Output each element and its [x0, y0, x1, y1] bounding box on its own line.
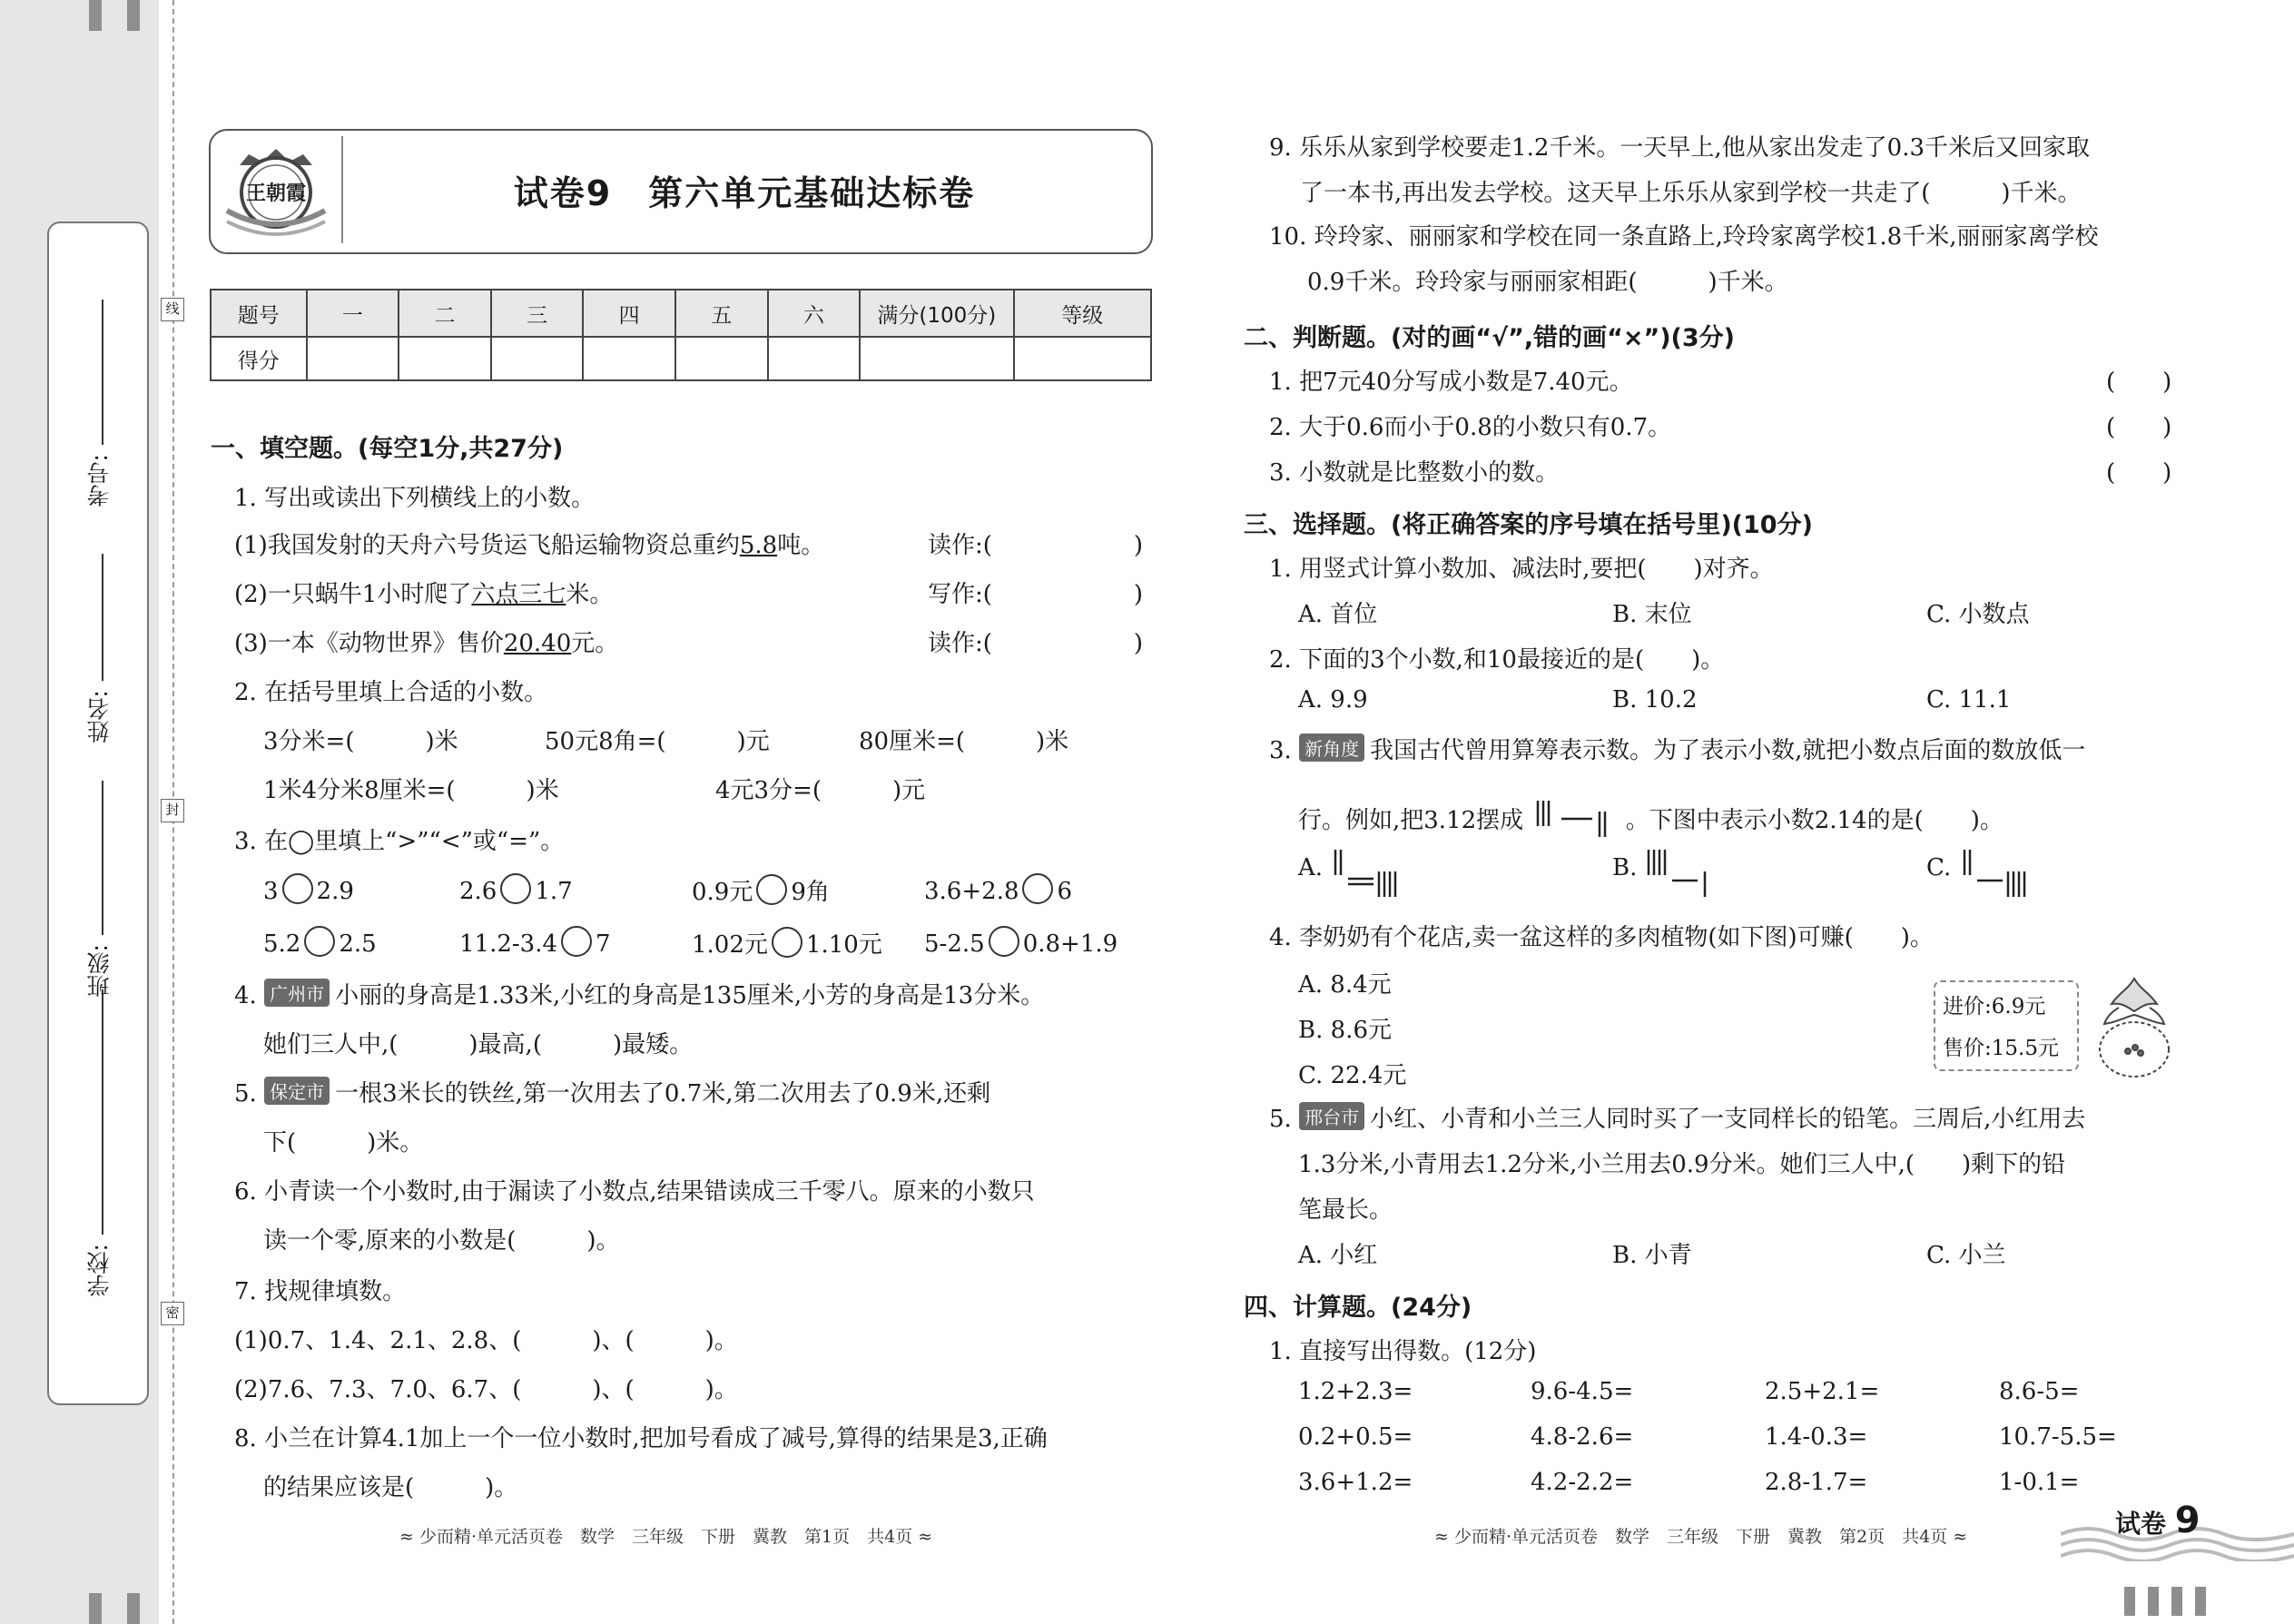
cut-mark-feng: 封	[161, 799, 184, 822]
choice-option[interactable]: C. 小兰	[1926, 1242, 2006, 1269]
judge-2: 2. 大于0.6而小于0.8的小数只有0.7。	[1269, 414, 1672, 441]
question-8-answer[interactable]: 的结果应该是( )。	[263, 1474, 518, 1501]
score-cell[interactable]	[307, 337, 399, 380]
question-9-answer[interactable]: 了一本书,再出发去学校。这天早上乐乐从家到学校一共走了( )千米。	[1300, 180, 2082, 207]
footer-left: ≈ 少而精·单元活页卷 数学 三年级 下册 冀教 第1页 共4页 ≈	[399, 1527, 933, 1547]
calc-item[interactable]: 2.8-1.7=	[1765, 1469, 1868, 1496]
score-col-header: 四	[583, 290, 675, 337]
cut-mark-xian: 线	[161, 298, 184, 321]
compare-circle[interactable]	[989, 926, 1019, 957]
compare-item: 5-2.5 0.8+1.9	[924, 926, 1117, 958]
question-3: 3. 在◯里填上“>”“<”或“=”。	[234, 828, 565, 855]
question-1-1: (1)我国发射的天舟六号货运飞船运输物资总重约5.8吨。	[234, 532, 825, 559]
judge-1: 1. 把7元40分写成小数是7.40元。	[1269, 369, 1633, 396]
question-4-answer[interactable]: 她们三人中,( )最高,( )最矮。	[263, 1031, 694, 1058]
score-col-header: 五	[675, 290, 768, 337]
compare-circle[interactable]	[282, 873, 313, 904]
calc-item[interactable]: 4.2-2.2=	[1531, 1469, 1634, 1496]
question-7-2[interactable]: (2)7.6、7.3、7.0、6.7、( )、( )。	[234, 1376, 738, 1403]
name-field[interactable]	[102, 554, 103, 681]
choice-option[interactable]: A. 首位	[1298, 601, 1378, 628]
choice-5-line3: 笔最长。	[1298, 1196, 1393, 1224]
sale-price: 售价:15.5元	[1943, 1037, 2059, 1060]
score-col-header: 三	[491, 290, 584, 337]
judge-3-answer[interactable]: ( )	[2106, 459, 2172, 487]
judge-3: 3. 小数就是比整数小的数。	[1269, 459, 1560, 487]
strip-bar	[127, 0, 140, 31]
section-choice: 三、选择题。(将正确答案的序号填在括号里)(10分)	[1244, 511, 1813, 539]
succulent-pot-icon	[2092, 971, 2177, 1078]
choice-option[interactable]: C. 11.1	[1926, 686, 2012, 714]
region-tag: 邢台市	[1299, 1102, 1364, 1130]
question-2b[interactable]: 50元8角=( )元	[545, 728, 770, 755]
strip-bar	[127, 1593, 140, 1624]
logo-divider	[341, 136, 343, 243]
page-title: 试卷9 第六单元基础达标卷	[513, 173, 976, 213]
score-cell[interactable]	[583, 337, 675, 380]
compare-circle[interactable]	[561, 926, 592, 957]
choice-3: 3. 新角度 我国古代曾用算筹表示数。为了表示小数,就把小数点后面的数放低一	[1269, 732, 2085, 765]
compare-item: 2.6 1.7	[459, 873, 573, 905]
score-row-label: 得分	[211, 337, 307, 380]
question-7-1[interactable]: (1)0.7、1.4、2.1、2.8、( )、( )。	[234, 1327, 738, 1354]
score-cell[interactable]	[399, 337, 491, 380]
score-cell[interactable]	[860, 337, 1013, 380]
class-field[interactable]	[102, 781, 103, 935]
question-10-answer[interactable]: 0.9千米。玲玲家与丽丽家相距( )千米。	[1307, 269, 1788, 296]
choice-option[interactable]: C.	[1926, 848, 2041, 899]
compare-item: 11.2-3.4 7	[459, 926, 611, 958]
calc-item[interactable]: 2.5+2.1=	[1765, 1378, 1880, 1405]
page-badge: 试卷 9	[2115, 1500, 2200, 1541]
compare-circle[interactable]	[304, 926, 335, 957]
choice-option[interactable]: B. 8.6元	[1298, 1017, 1392, 1044]
score-col-header: 二	[399, 290, 491, 337]
strip-bar	[89, 1593, 102, 1624]
score-col-header: 六	[768, 290, 861, 337]
score-header-row	[211, 290, 1151, 337]
score-cell[interactable]	[1014, 337, 1151, 380]
score-cell[interactable]	[491, 337, 584, 380]
choice-option[interactable]: A.	[1298, 848, 1412, 899]
score-row	[211, 337, 1151, 380]
school-field[interactable]	[102, 989, 103, 1235]
judge-2-answer[interactable]: ( )	[2106, 414, 2172, 441]
answer-read-3[interactable]: 读作:( )	[928, 630, 1144, 657]
question-6-answer[interactable]: 读一个零,原来的小数是( )。	[263, 1227, 620, 1255]
region-tag: 广州市	[264, 979, 330, 1007]
choice-option[interactable]: A. 9.9	[1298, 686, 1368, 714]
choice-option[interactable]: C. 22.4元	[1298, 1062, 1407, 1089]
rods-option-b	[1645, 848, 1727, 899]
choice-option[interactable]: C. 小数点	[1926, 601, 2030, 628]
section-fill-blank: 一、填空题。(每空1分,共27分)	[211, 435, 564, 463]
rods-option-a	[1330, 848, 1412, 899]
score-col-header: 等级	[1014, 290, 1151, 337]
calc-item[interactable]: 8.6-5=	[1999, 1378, 2080, 1405]
choice-4: 4. 李奶奶有个花店,卖一盆这样的多肉植物(如下图)可赚( )。	[1269, 924, 1934, 951]
question-2: 2. 在括号里填上合适的小数。	[234, 679, 548, 706]
choice-3-example: 行。例如,把3.12摆成 。下图中表示小数2.14的是( )。	[1298, 799, 2004, 839]
compare-item: 3.6+2.8 6	[924, 873, 1072, 905]
exam-no-field[interactable]	[102, 300, 103, 445]
student-info-box	[47, 221, 149, 1405]
question-9: 9. 乐乐从家到学校要走1.2千米。一天早上,他从家出发走了0.3千米后又回家取	[1269, 134, 2091, 162]
answer-read-1[interactable]: 读作:( )	[928, 532, 1144, 559]
calc-item[interactable]: 1.4-0.3=	[1765, 1423, 1868, 1451]
question-2e[interactable]: 4元3分=( )元	[715, 777, 926, 804]
school-label: 学校:	[86, 1244, 113, 1297]
question-1-2: (2)一只蜗牛1小时爬了六点三七米。	[234, 581, 614, 608]
question-1-3: (3)一本《动物世界》售价20.40元。	[234, 630, 619, 657]
question-2c[interactable]: 80厘米=( )米	[859, 728, 1069, 755]
question-1: 1. 写出或读出下列横线上的小数。	[234, 485, 596, 512]
footer-right: ≈ 少而精·单元活页卷 数学 三年级 下册 冀教 第2页 共4页 ≈	[1434, 1527, 1968, 1547]
score-table	[210, 289, 1152, 381]
compare-item: 1.02元 1.10元	[692, 926, 882, 960]
choice-option[interactable]: A. 8.4元	[1298, 971, 1392, 999]
calc-item[interactable]: 1-0.1=	[1999, 1469, 2080, 1496]
answer-write-2[interactable]: 写作:( )	[928, 581, 1144, 608]
question-8: 8. 小兰在计算4.1加上一个一位小数时,把加号看成了减号,算得的结果是3,正确	[234, 1425, 1048, 1452]
choice-5-line2[interactable]: 1.3分米,小青用去1.2分米,小兰用去0.9分米。她们三人中,( )剩下的铅	[1298, 1151, 2066, 1178]
score-col-header: 一	[307, 290, 399, 337]
choice-option[interactable]: B. 小青	[1612, 1242, 1692, 1269]
judge-1-answer[interactable]: ( )	[2106, 369, 2172, 396]
question-2a[interactable]: 3分米=( )米	[263, 728, 458, 755]
cost-price: 进价:6.9元	[1943, 995, 2046, 1019]
calc-item[interactable]: 4.8-2.6=	[1531, 1423, 1634, 1451]
region-tag: 保定市	[264, 1077, 330, 1105]
strip-bar	[89, 0, 102, 31]
calc-item[interactable]: 10.7-5.5=	[1999, 1423, 2117, 1451]
calc-item[interactable]: 0.2+0.5=	[1298, 1423, 1413, 1451]
choice-option[interactable]: B. 10.2	[1612, 686, 1698, 714]
compare-item: 0.9元 9角	[692, 873, 830, 907]
compare-circle[interactable]	[500, 873, 531, 904]
score-cell[interactable]	[768, 337, 861, 380]
name-label: 姓名:	[86, 690, 113, 743]
question-7: 7. 找规律填数。	[234, 1278, 407, 1305]
choice-1: 1. 用竖式计算小数加、减法时,要把( )对齐。	[1269, 556, 1774, 583]
counting-rods-example	[1531, 799, 1618, 839]
question-6: 6. 小青读一个小数时,由于漏读了小数点,结果错读成三千零八。原来的小数只	[234, 1178, 1035, 1206]
exam-no-label: 考号:	[86, 454, 113, 507]
question-5-answer[interactable]: 下( )米。	[263, 1129, 424, 1156]
choice-option[interactable]: B. 末位	[1612, 601, 1692, 628]
logo-text: 王朝霞	[245, 182, 307, 205]
choice-option[interactable]: A. 小红	[1298, 1242, 1378, 1269]
compare-item: 5.2 2.5	[263, 926, 377, 958]
corner-bars-icon	[2124, 1580, 2206, 1616]
choice-option[interactable]: B.	[1612, 848, 1727, 899]
compare-item: 3 2.9	[263, 873, 354, 905]
calc-item[interactable]: 3.6+1.2=	[1298, 1469, 1413, 1496]
question-5: 5. 保定市 一根3米长的铁丝,第一次用去了0.7米,第二次用去了0.9米,还剩	[234, 1075, 990, 1108]
choice-5: 5. 邢台市 小红、小青和小兰三人同时买了一支同样长的铅笔。三周后,小红用去	[1269, 1100, 2085, 1134]
compare-circle[interactable]	[772, 927, 802, 958]
question-4: 4. 广州市 小丽的身高是1.33米,小红的身高是135厘米,小芳的身高是13分米。	[234, 977, 1044, 1010]
publisher-logo	[222, 138, 330, 240]
calc-1: 1. 直接写出得数。(12分)	[1269, 1338, 1537, 1365]
cut-mark-mi: 密	[161, 1302, 184, 1325]
score-cell[interactable]	[675, 337, 768, 380]
compare-circle[interactable]	[1022, 873, 1053, 904]
calc-item[interactable]: 1.2+2.3=	[1298, 1378, 1413, 1405]
score-col-header: 题号	[211, 290, 307, 337]
calc-item[interactable]: 9.6-4.5=	[1531, 1378, 1634, 1405]
compare-circle[interactable]	[756, 874, 787, 905]
choice-2: 2. 下面的3个小数,和10最接近的是( )。	[1269, 646, 1725, 674]
new-angle-tag: 新角度	[1299, 733, 1364, 762]
rods-option-c	[1959, 848, 2041, 899]
score-col-header: 满分(100分)	[860, 290, 1013, 337]
section-judge: 二、判断题。(对的画“√”,错的画“×”)(3分)	[1244, 324, 1736, 352]
question-10: 10. 玲玲家、丽丽家和学校在同一条直路上,玲玲家离学校1.8千米,丽丽家离学校	[1269, 223, 2099, 251]
question-2d[interactable]: 1米4分米8厘米=( )米	[263, 777, 559, 804]
class-label: 班级:	[86, 944, 113, 998]
section-calc: 四、计算题。(24分)	[1244, 1294, 1472, 1322]
